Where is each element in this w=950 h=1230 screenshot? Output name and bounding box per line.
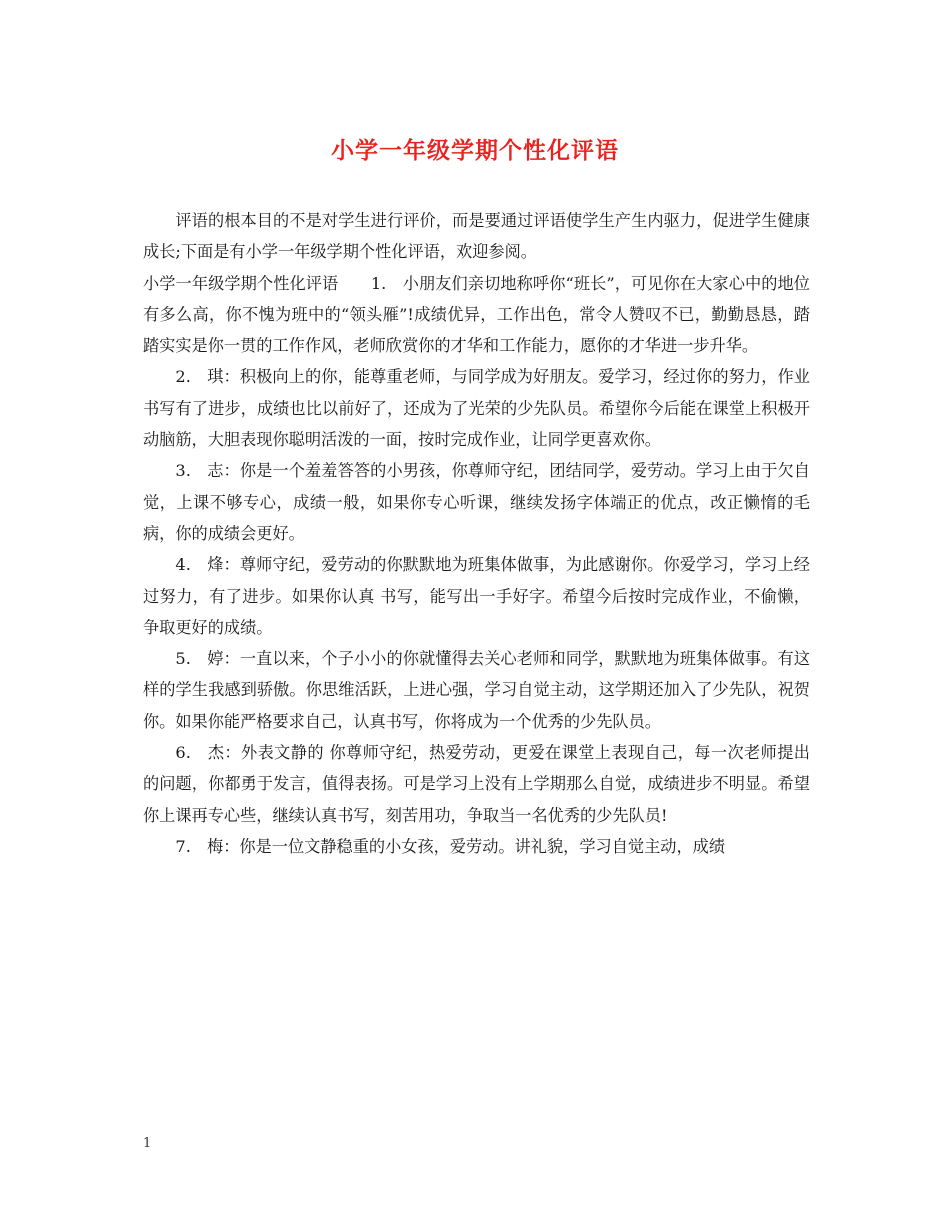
comment-item-7: 7. 梅：你是一位文静稳重的小女孩，爱劳动。讲礼貌，学习自觉主动，成绩: [175, 836, 726, 856]
page-number: 1: [143, 1136, 152, 1151]
intro-paragraph: 评语的根本目的不是对学生进行评价，而是要通过评语使学生产生内驱力，促进学生健康成长;下面是有小学一年级学期个性化评语，欢迎参阅。: [143, 211, 810, 262]
comment-item-1: 小学一年级学期个性化评语 1. 小朋友们亲切地称呼你“班长”，可见你在大家心中的地位有多么高，你不愧为班中的“领头雁”!成绩优异，工作出色，常令人赞叹不已，勤勤恳恳，踏踏实实是你一贯的工作作风，老师欣赏你的才华和工作能力，愿你的才华进一步升华。: [143, 273, 810, 356]
document-body: [143, 205, 810, 862]
comment-item-3: 3. 志：你是一个羞羞答答的小男孩，你尊师守纪，团结同学，爱劳动。学习上由于欠自觉，上课不够专心，成绩一般，如果你专心听课，继续发扬字体端正的优点，改正懒惰的毛病，你的成绩会更好。: [143, 461, 810, 543]
comment-item-2: 2. 琪：积极向上的你，能尊重老师，与同学成为好朋友。爱学习，经过你的努力，作业书写有了进步，成绩也比以前好了，还成为了光荣的少先队员。希望你今后能在课堂上积极开动脑筋，大胆表现你聪明活泼的一面，按时完成作业，让同学更喜欢你。: [143, 367, 810, 450]
comment-item-5: 5. 婷：一直以来，个子小小的你就懂得去关心老师和同学，默默地为班集体做事。有这样的学生我感到骄傲。你思维活跃，上进心强，学习自觉主动，这学期还加入了少先队，祝贺你。如果你能严格要求自己，认真书写，你将成为一个优秀的少先队员。: [143, 649, 810, 731]
comment-item-6: 6. 杰：外表文静的 你尊师守纪，热爱劳动，更爱在课堂上表现自己，每一次老师提出的问题，你都勇于发言，值得表扬。可是学习上没有上学期那么自觉，成绩进步不明显。希望你上课再专心些，继续认真书写，刻苦用功，争取当一名优秀的少先队员!: [143, 743, 810, 825]
comment-item-4: 4. 烽：尊师守纪，爱劳动的你默默地为班集体做事，为此感谢你。你爱学习，学习上经过努力，有了进步。如果你认真 书写，能写出一手好字。希望今后按时完成作业，不偷懒，争取更好的成绩。: [143, 555, 810, 637]
document-title: 小学一年级学期个性化评语: [331, 137, 619, 164]
